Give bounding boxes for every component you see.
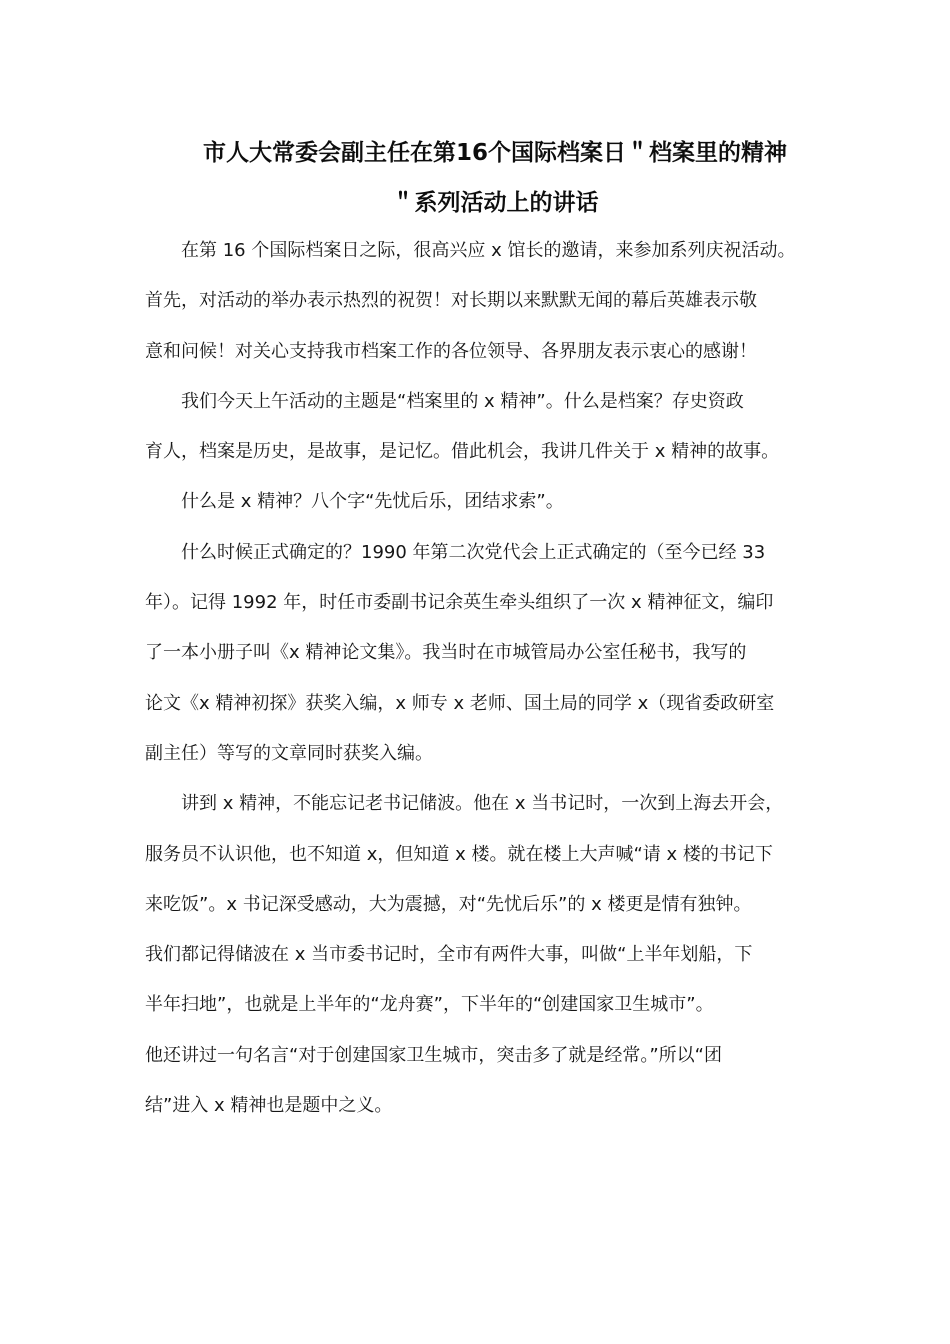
paragraph-line: 半年扫地”，也就是上半年的“龙舟赛”，下半年的“创建国家卫生城市”。: [145, 994, 714, 1016]
paragraph-line: 意和问候！对关心支持我市档案工作的各位领导、各界朋友表示衷心的感谢！: [145, 340, 757, 362]
paragraph-line: 我们今天上午活动的主题是“档案里的 x 精神”。什么是档案？存史资政: [181, 390, 744, 412]
paragraph-line: 结”进入 x 精神也是题中之义。: [145, 1095, 393, 1117]
paragraph-4: [145, 528, 810, 779]
title-line-1: 市人大常委会副主任在第16个国际档案日＂档案里的精神: [202, 140, 787, 166]
paragraph-line: 育人，档案是历史，是故事，是记忆。借此机会，我讲几件关于 x 精神的故事。: [145, 441, 780, 463]
title-line-2: ＂系列活动上的讲话: [391, 190, 599, 216]
paragraph-line: 首先，对活动的举办表示热烈的祝贺！对长期以来默默无闻的幕后英雄表示敬: [145, 290, 757, 312]
document-body: [145, 226, 810, 1131]
paragraph-line: 论文《x 精神初探》获奖入编，x 师专 x 老师、国土局的同学 x（现省委政研室: [145, 692, 775, 714]
paragraph-line: 副主任）等写的文章同时获奖入编。: [145, 742, 433, 764]
paragraph-5: [145, 779, 810, 1131]
paragraph-line: 了一本小册子叫《x 精神论文集》。我当时在市城管局办公室任秘书，我写的: [145, 642, 747, 664]
document-title: [150, 128, 840, 228]
paragraph-1: [145, 226, 810, 377]
paragraph-line: 年）。记得 1992 年，时任市委副书记余英生牵头组织了一次 x 精神征文，编印: [145, 592, 774, 614]
paragraph-line: 他还讲过一句名言“对于创建国家卫生城市，突击多了就是经常。”所以“团: [145, 1044, 722, 1066]
paragraph-3: [145, 477, 810, 527]
paragraph-line: 讲到 x 精神，不能忘记老书记储波。他在 x 当书记时，一次到上海去开会，: [181, 793, 784, 815]
paragraph-line: 我们都记得储波在 x 当市委书记时，全市有两件大事，叫做“上半年划船，下: [145, 944, 753, 966]
paragraph-2: [145, 377, 810, 478]
paragraph-line: 什么是 x 精神？八个字“先忧后乐，团结求索”。: [181, 491, 564, 513]
paragraph-line: 服务员不认识他，也不知道 x，但知道 x 楼。就在楼上大声喊“请 x 楼的书记下: [145, 843, 773, 865]
paragraph-line: 什么时候正式确定的？1990 年第二次党代会上正式确定的（至今已经 33: [181, 541, 766, 563]
paragraph-line: 来吃饭”。x 书记深受感动，大为震撼，对“先忧后乐”的 x 楼更是情有独钟。: [145, 893, 752, 915]
paragraph-line: 在第 16 个国际档案日之际，很高兴应 x 馆长的邀请，来参加系列庆祝活动。: [181, 240, 796, 261]
